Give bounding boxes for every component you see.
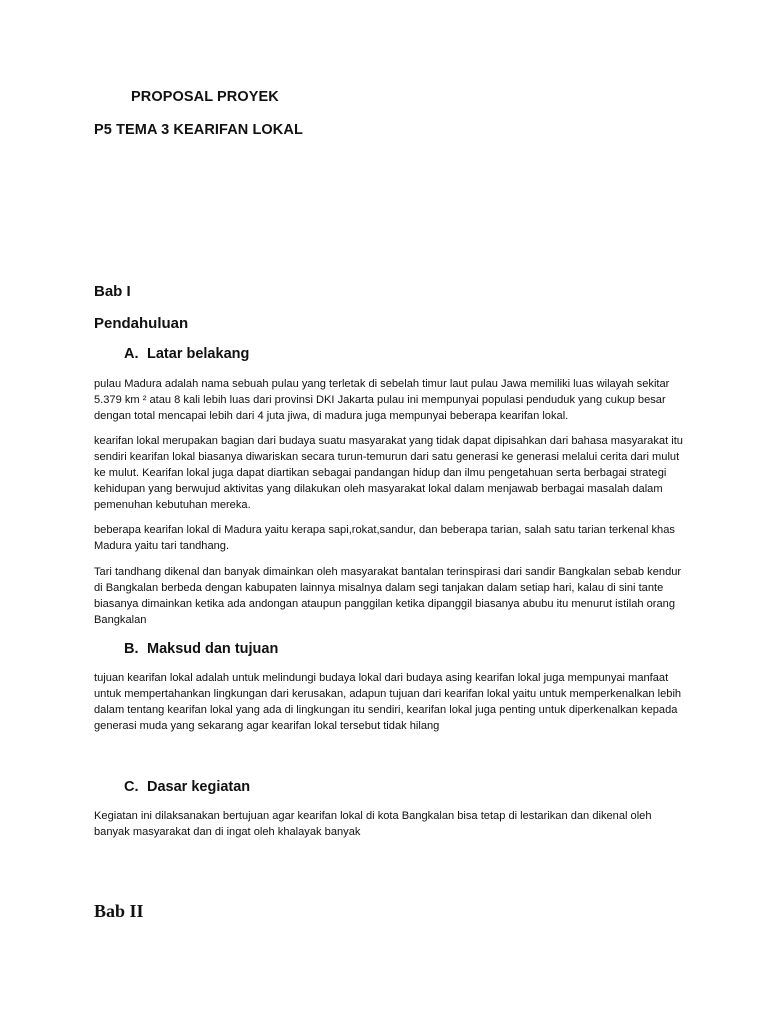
section-c-letter: C.: [124, 779, 139, 795]
section-b-title: Maksud dan tujuan: [147, 641, 279, 657]
section-c-heading: [124, 779, 250, 795]
paragraph: kearifan lokal merupakan bagian dari budaya suatu masyarakat yang tidak dapat dipisahkan dari bahasa masyarakat itu sendiri kearifan lokal biasanya diwariskan secara turun-temurun dari satu generasi ke generasi melalui cerita dari mulut ke mulut. Kearifan lokal juga dapat diartikan sebagai pandangan hidup dan ilmu pengetahuan serta berbagai strategi kehidupan yang berwujud aktivitas yang dilakukan oleh masyarakat lokal dalam menjawab berbagai masalah dalam pemenuhan kebutuhan mereka.: [94, 435, 683, 511]
section-b-heading: [124, 641, 278, 657]
paragraph: pulau Madura adalah nama sebuah pulau yang terletak di sebelah timur laut pulau Jawa memiliki luas wilayah sekitar 5.379 km ² atau 8 kali lebih luas dari provinsi DKI Jakarta pulau ini mempunyai populasi penduduk yang cukup besar dengan total mencapai lebih dari 4 juta jiwa, di madura juga mempunyai beberapa kearifan lokal.: [94, 378, 670, 422]
document-title: PROPOSAL PROYEK: [131, 89, 279, 105]
section-a-letter: A.: [124, 346, 139, 362]
section-b-letter: B.: [124, 641, 139, 657]
section-c-title: Dasar kegiatan: [147, 779, 251, 795]
chapter-1-title: Pendahuluan: [94, 315, 189, 332]
paragraph: tujuan kearifan lokal adalah untuk melindungi budaya lokal dari budaya asing kearifan lokal juga mempunyai manfaat untuk mempertahankan lingkungan dari kerusakan, adapun tujuan dari kearifan lokal yaitu untuk memperkenalkan lebih dalam tentang kearifan lokal yang ada di lingkungan itu sendiri, kearifan lokal juga penting untuk diperkenalkan kepada generasi muda yang sekarang agar kearifan lokal tersebut tidak hilang: [94, 672, 682, 732]
paragraph: Kegiatan ini dilaksanakan bertujuan agar kearifan lokal di kota Bangkalan bisa tetap di lestarikan dan dikenal oleh banyak masyarakat dan di ingat oleh khalayak banyak: [94, 810, 652, 838]
paragraph: Tari tandhang dikenal dan banyak dimainkan oleh masyarakat bantalan terinspirasi dari sandir Bangkalan sebab kendur di Bangkalan berbeda dengan kabupaten lainnya misalnya dalam segi tanjakan dalam setiap hari, kalau di sini tante biasanya dimainkan ketika ada andongan ataupun panggilan ketika dipanggil biasanya abubu itu menurut istilah orang Bangkalan: [94, 566, 682, 626]
chapter-1-label: Bab I: [94, 283, 131, 300]
document-subtitle: P5 TEMA 3 KEARIFAN LOKAL: [94, 122, 303, 138]
section-a-title: Latar belakang: [147, 346, 250, 362]
section-a-heading: [124, 346, 249, 362]
paragraph: beberapa kearifan lokal di Madura yaitu kerapa sapi,rokat,sandur, dan beberapa tarian, salah satu tarian terkenal khas Madura yaitu tari tandhang.: [94, 524, 675, 552]
chapter-2-label: Bab II: [94, 901, 144, 921]
